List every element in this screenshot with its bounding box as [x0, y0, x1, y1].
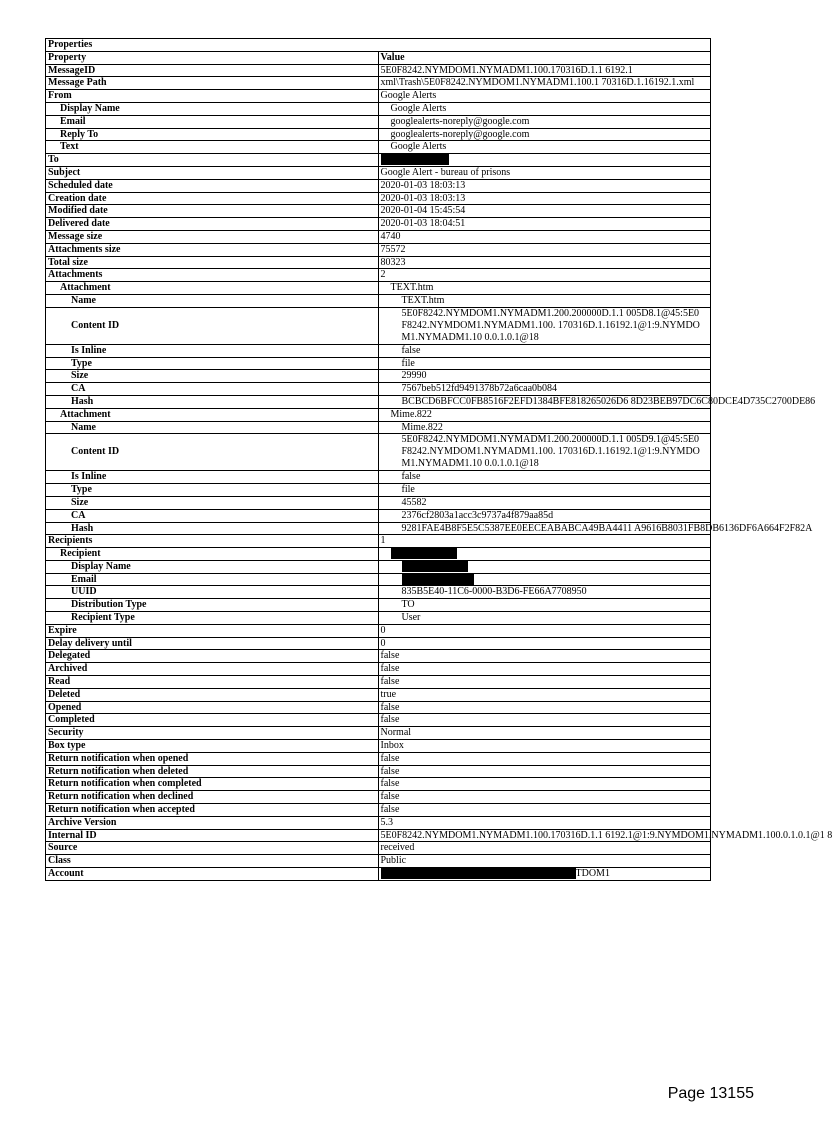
- properties-table: [45, 38, 832, 881]
- property-value: 80323: [378, 256, 711, 269]
- property-key: Attachment: [46, 408, 379, 421]
- property-key: Deleted: [46, 688, 379, 701]
- property-value: false: [378, 752, 711, 765]
- table-row: [46, 688, 711, 701]
- table-row: [46, 344, 711, 357]
- redaction-block: [391, 548, 457, 559]
- property-key: Size: [46, 370, 379, 383]
- table-row: [46, 637, 711, 650]
- property-value: false: [378, 344, 711, 357]
- table-row: [46, 778, 711, 791]
- property-value: false: [378, 778, 711, 791]
- property-key: UUID: [46, 586, 379, 599]
- table-row: [46, 586, 711, 599]
- table-row: [46, 765, 711, 778]
- property-key: Source: [46, 842, 379, 855]
- property-key: Text: [46, 141, 379, 154]
- property-key: Scheduled date: [46, 179, 379, 192]
- redaction-block: [381, 868, 576, 879]
- table-row: [46, 522, 711, 535]
- property-key: Security: [46, 727, 379, 740]
- property-value: false: [378, 714, 711, 727]
- table-row: [46, 829, 711, 842]
- table-row: [46, 64, 711, 77]
- redaction-block: [402, 561, 468, 572]
- table-row: [46, 701, 711, 714]
- property-value: Inbox: [378, 740, 711, 753]
- header-property: Property: [46, 51, 379, 64]
- table-row: [46, 243, 711, 256]
- header-row: [46, 51, 711, 64]
- property-value: 5E0F8242.NYMDOM1.NYMADM1.100.170316D.1.1 6192.1: [378, 64, 711, 77]
- property-value: 2020-01-03 18:04:51: [378, 218, 711, 231]
- property-value: false: [378, 650, 711, 663]
- property-key: Type: [46, 357, 379, 370]
- table-row: [46, 370, 711, 383]
- table-row: [46, 192, 711, 205]
- property-key: Return notification when deleted: [46, 765, 379, 778]
- property-value: googlealerts-noreply@google.com: [378, 128, 711, 141]
- property-key: Size: [46, 496, 379, 509]
- table-row: [46, 115, 711, 128]
- property-value: 2: [378, 269, 711, 282]
- table-row: [46, 816, 711, 829]
- property-value: file: [378, 357, 711, 370]
- property-key: Recipient: [46, 548, 379, 561]
- property-value: 2020-01-03 18:03:13: [378, 179, 711, 192]
- property-key: Box type: [46, 740, 379, 753]
- table-row: [46, 128, 711, 141]
- property-value: 75572: [378, 243, 711, 256]
- table-row: [46, 727, 711, 740]
- property-value: received: [378, 842, 711, 855]
- table-row: [46, 434, 711, 471]
- table-row: [46, 752, 711, 765]
- property-key: Type: [46, 484, 379, 497]
- property-value: 9281FAE4B8F5E5C5387EE0EECEABABCA49BA4411 A9616B8031FB8DB6136DF6A664F2F82A: [378, 522, 711, 535]
- table-row: [46, 218, 711, 231]
- property-value: 0: [378, 624, 711, 637]
- property-key: Attachments size: [46, 243, 379, 256]
- property-key: To: [46, 154, 379, 167]
- property-value: BCBCD6BFCC0FB8516F2EFD1384BFE818265026D6 8D23BEB97DC6C80DCE4D735C2700DE86: [378, 395, 711, 408]
- table-row: [46, 560, 711, 573]
- property-key: Return notification when completed: [46, 778, 379, 791]
- table-row: [46, 663, 711, 676]
- table-row: [46, 294, 711, 307]
- property-value: [378, 307, 711, 344]
- table-row: [46, 77, 711, 90]
- table-row: [46, 855, 711, 868]
- property-value: Mime.822: [378, 408, 711, 421]
- property-key: Recipient Type: [46, 612, 379, 625]
- property-value: 835B5E40-11C6-0000-B3D6-FE66A7708950: [378, 586, 711, 599]
- property-key: CA: [46, 383, 379, 396]
- table-row: [46, 842, 711, 855]
- table-row: [46, 179, 711, 192]
- table-row: [46, 535, 711, 548]
- property-value: 2020-01-03 18:03:13: [378, 192, 711, 205]
- property-value: Google Alert - bureau of prisons: [378, 166, 711, 179]
- property-value: false: [378, 791, 711, 804]
- property-value: Google Alerts: [378, 141, 711, 154]
- table-row: [46, 154, 711, 167]
- property-value: xml\Trash\5E0F8242.NYMDOM1.NYMADM1.100.1 70316D.1.16192.1.xml: [378, 77, 711, 90]
- property-key: Name: [46, 421, 379, 434]
- property-value: Mime.822: [378, 421, 711, 434]
- property-key: MessageID: [46, 64, 379, 77]
- content-id-text: 5E0F8242.NYMDOM1.NYMADM1.200.200000D.1.1 005D8.1@45:5E0F8242.NYMDOM1.NYMADM1.100. 170316D.1.16192.1@1:9.NYMDOM1.NYMADM1.10 0.0.1.0.1@18: [401, 307, 700, 343]
- property-key: Content ID: [46, 434, 379, 471]
- page-number: Page 13155: [667, 1085, 754, 1102]
- property-key: Archived: [46, 663, 379, 676]
- property-value: 5E0F8242.NYMDOM1.NYMADM1.100.170316D.1.1 6192.1@1:9.NYMDOM1.NYMADM1.100.0.1.0.1@1 8: [378, 829, 711, 842]
- table-row: [46, 868, 711, 881]
- property-key: Archive Version: [46, 816, 379, 829]
- property-value: [378, 548, 711, 561]
- property-value: 1: [378, 535, 711, 548]
- property-key: Display Name: [46, 560, 379, 573]
- table-row: [46, 599, 711, 612]
- property-key: Is Inline: [46, 344, 379, 357]
- property-value: 45582: [378, 496, 711, 509]
- property-value: Public: [378, 855, 711, 868]
- property-key: From: [46, 90, 379, 103]
- table-row: [46, 471, 711, 484]
- property-value: false: [378, 676, 711, 689]
- property-value: false: [378, 701, 711, 714]
- table-row: [46, 650, 711, 663]
- table-row: [46, 230, 711, 243]
- property-value: User: [378, 612, 711, 625]
- table-row: [46, 166, 711, 179]
- property-value: [378, 868, 711, 881]
- property-value: TO: [378, 599, 711, 612]
- table-row: [46, 676, 711, 689]
- property-key: Delivered date: [46, 218, 379, 231]
- property-key: Distribution Type: [46, 599, 379, 612]
- property-key: Account: [46, 868, 379, 881]
- property-value: 4740: [378, 230, 711, 243]
- table-row: [46, 548, 711, 561]
- property-key: Hash: [46, 522, 379, 535]
- property-key: Hash: [46, 395, 379, 408]
- table-row: [46, 421, 711, 434]
- property-value: true: [378, 688, 711, 701]
- table-row: [46, 90, 711, 103]
- property-value: [378, 560, 711, 573]
- table-row: [46, 714, 711, 727]
- table-row: [46, 509, 711, 522]
- property-key: Internal ID: [46, 829, 379, 842]
- property-value: false: [378, 471, 711, 484]
- property-value: TEXT.htm: [378, 282, 711, 295]
- table-row: [46, 573, 711, 586]
- property-value: 5.3: [378, 816, 711, 829]
- table-row: [46, 395, 711, 408]
- table-row: [46, 141, 711, 154]
- header-value: Value: [378, 51, 711, 64]
- property-value: [378, 154, 711, 167]
- property-key: Recipients: [46, 535, 379, 548]
- property-value: [378, 573, 711, 586]
- table-row: [46, 307, 711, 344]
- property-key: Reply To: [46, 128, 379, 141]
- property-key: Attachments: [46, 269, 379, 282]
- property-value-text: TDOM1: [575, 868, 610, 880]
- title-row: [46, 39, 711, 52]
- property-value: Google Alerts: [378, 90, 711, 103]
- property-key: Name: [46, 294, 379, 307]
- property-key: Email: [46, 115, 379, 128]
- property-key: Opened: [46, 701, 379, 714]
- content-id-text: 5E0F8242.NYMDOM1.NYMADM1.200.200000D.1.1 005D9.1@45:5E0F8242.NYMDOM1.NYMADM1.100. 170316D.1.16192.1@1:9.NYMDOM1.NYMADM1.10 0.0.1.0.1@18: [401, 434, 700, 470]
- table-row: [46, 804, 711, 817]
- property-value: file: [378, 484, 711, 497]
- table-row: [46, 282, 711, 295]
- table-row: [46, 102, 711, 115]
- property-key: Attachment: [46, 282, 379, 295]
- table-row: [46, 612, 711, 625]
- property-value: 0: [378, 637, 711, 650]
- redaction-block: [402, 574, 474, 585]
- property-key: Expire: [46, 624, 379, 637]
- property-key: Content ID: [46, 307, 379, 344]
- table-row: [46, 791, 711, 804]
- property-value: false: [378, 663, 711, 676]
- property-value: 2376cf2803a1acc3c9737a4f879aa85d: [378, 509, 711, 522]
- property-key: Total size: [46, 256, 379, 269]
- property-key: Email: [46, 573, 379, 586]
- table-title: Properties: [46, 39, 711, 52]
- property-key: Return notification when accepted: [46, 804, 379, 817]
- property-key: Return notification when declined: [46, 791, 379, 804]
- property-value: googlealerts-noreply@google.com: [378, 115, 711, 128]
- property-value: false: [378, 804, 711, 817]
- table-row: [46, 484, 711, 497]
- table-row: [46, 740, 711, 753]
- property-key: Message size: [46, 230, 379, 243]
- table-row: [46, 205, 711, 218]
- property-key: Modified date: [46, 205, 379, 218]
- property-key: Subject: [46, 166, 379, 179]
- property-key: Delegated: [46, 650, 379, 663]
- table-row: [46, 383, 711, 396]
- property-value: false: [378, 765, 711, 778]
- property-key: Delay delivery until: [46, 637, 379, 650]
- property-key: Read: [46, 676, 379, 689]
- property-value: TEXT.htm: [378, 294, 711, 307]
- property-key: Creation date: [46, 192, 379, 205]
- property-value: 7567beb512fd9491378b72a6caa0b084: [378, 383, 711, 396]
- property-value: 29990: [378, 370, 711, 383]
- property-value: Google Alerts: [378, 102, 711, 115]
- property-key: Message Path: [46, 77, 379, 90]
- table-row: [46, 624, 711, 637]
- property-value: 2020-01-04 15:45:54: [378, 205, 711, 218]
- property-key: Completed: [46, 714, 379, 727]
- property-key: CA: [46, 509, 379, 522]
- table-row: [46, 357, 711, 370]
- property-value: [378, 434, 711, 471]
- table-row: [46, 269, 711, 282]
- property-value: Normal: [378, 727, 711, 740]
- property-key: Is Inline: [46, 471, 379, 484]
- property-key: Class: [46, 855, 379, 868]
- table-row: [46, 496, 711, 509]
- redaction-block: [381, 154, 449, 165]
- property-key: Return notification when opened: [46, 752, 379, 765]
- table-row: [46, 256, 711, 269]
- table-row: [46, 408, 711, 421]
- property-key: Display Name: [46, 102, 379, 115]
